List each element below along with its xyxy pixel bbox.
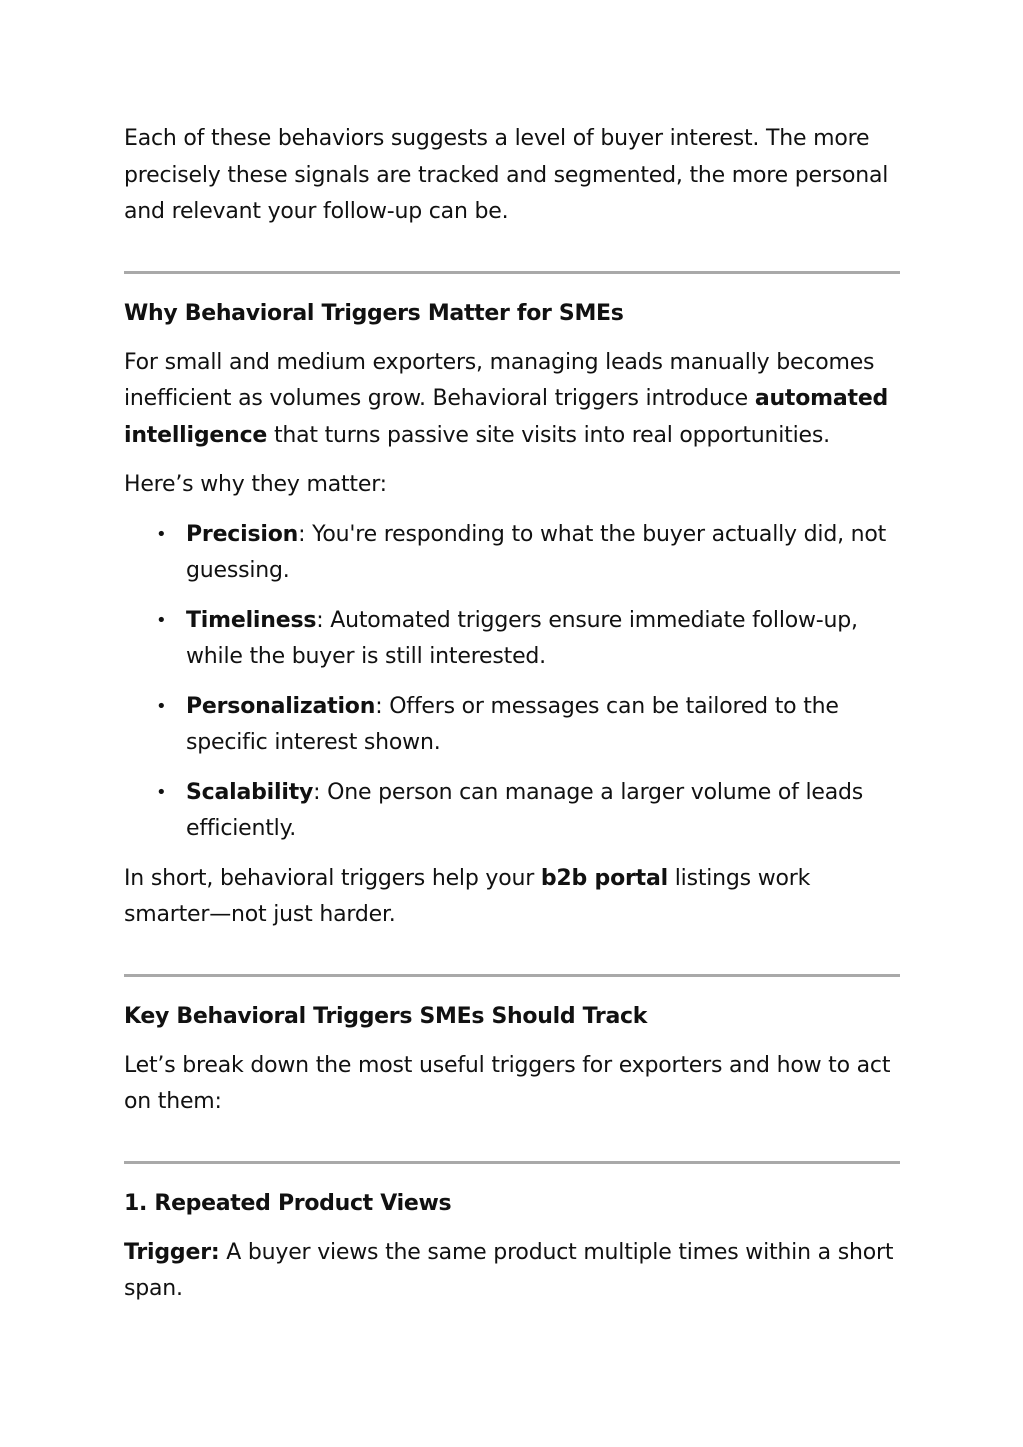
- bullet-icon: •: [156, 609, 167, 631]
- automated-intelligence-emphasis: automated intelligence: [124, 386, 889, 448]
- reason-text: : You're responding to what the buyer actually did, not guessing.: [186, 521, 887, 583]
- list-item: [124, 689, 900, 762]
- why-text-after: that turns passive site visits into real opportunities.: [267, 422, 830, 448]
- trigger-label: Trigger:: [124, 1239, 220, 1265]
- why-triggers-matter-heading: Why Behavioral Triggers Matter for SMEs: [124, 300, 624, 326]
- section-divider: [124, 271, 900, 274]
- reason-text: : Automated triggers ensure immediate follow-up, while the buyer is still interested.: [186, 607, 858, 669]
- key-triggers-paragraph: Let’s break down the most useful triggers for exporters and how to act on them:: [124, 1052, 891, 1114]
- list-item: [124, 603, 900, 676]
- repeated-product-views-heading: 1. Repeated Product Views: [124, 1190, 452, 1216]
- summary-text-after: listings work smarter—not just harder.: [124, 865, 811, 927]
- bullet-icon: •: [156, 695, 167, 717]
- trigger-paragraph: [124, 1235, 900, 1308]
- key-triggers-heading: Key Behavioral Triggers SMEs Should Track: [124, 1003, 648, 1029]
- summary-text-before: In short, behavioral triggers help your: [124, 865, 541, 891]
- document-page: [124, 121, 900, 1308]
- why-triggers-paragraph: [124, 345, 900, 455]
- reason-term: Personalization: [186, 693, 376, 719]
- list-item: [124, 775, 900, 848]
- summary-paragraph: [124, 861, 900, 934]
- bullet-icon: •: [156, 781, 167, 803]
- b2b-portal-emphasis: b2b portal: [540, 865, 668, 891]
- why-text-before: For small and medium exporters, managing leads manually becomes inefficient as volumes grow. Behavioral triggers introduce: [124, 349, 875, 411]
- trigger-text: A buyer views the same product multiple times within a short span.: [124, 1239, 894, 1301]
- reason-text: : One person can manage a larger volume of leads efficiently.: [186, 779, 864, 841]
- section-divider: [124, 1161, 900, 1164]
- intro-paragraph: Each of these behaviors suggests a level of buyer interest. The more precisely these signals are tracked and segmented, the more personal and relevant your follow-up can be.: [124, 126, 889, 224]
- section-divider: [124, 974, 900, 977]
- bullet-icon: •: [156, 523, 167, 545]
- reason-text: : Offers or messages can be tailored to the specific interest shown.: [186, 693, 839, 755]
- reason-term: Scalability: [186, 779, 314, 805]
- reasons-list: [124, 517, 900, 848]
- list-item: [124, 517, 900, 590]
- reason-term: Precision: [186, 521, 299, 547]
- reasons-lead-in: Here’s why they matter:: [124, 472, 387, 497]
- reason-term: Timeliness: [186, 607, 317, 633]
